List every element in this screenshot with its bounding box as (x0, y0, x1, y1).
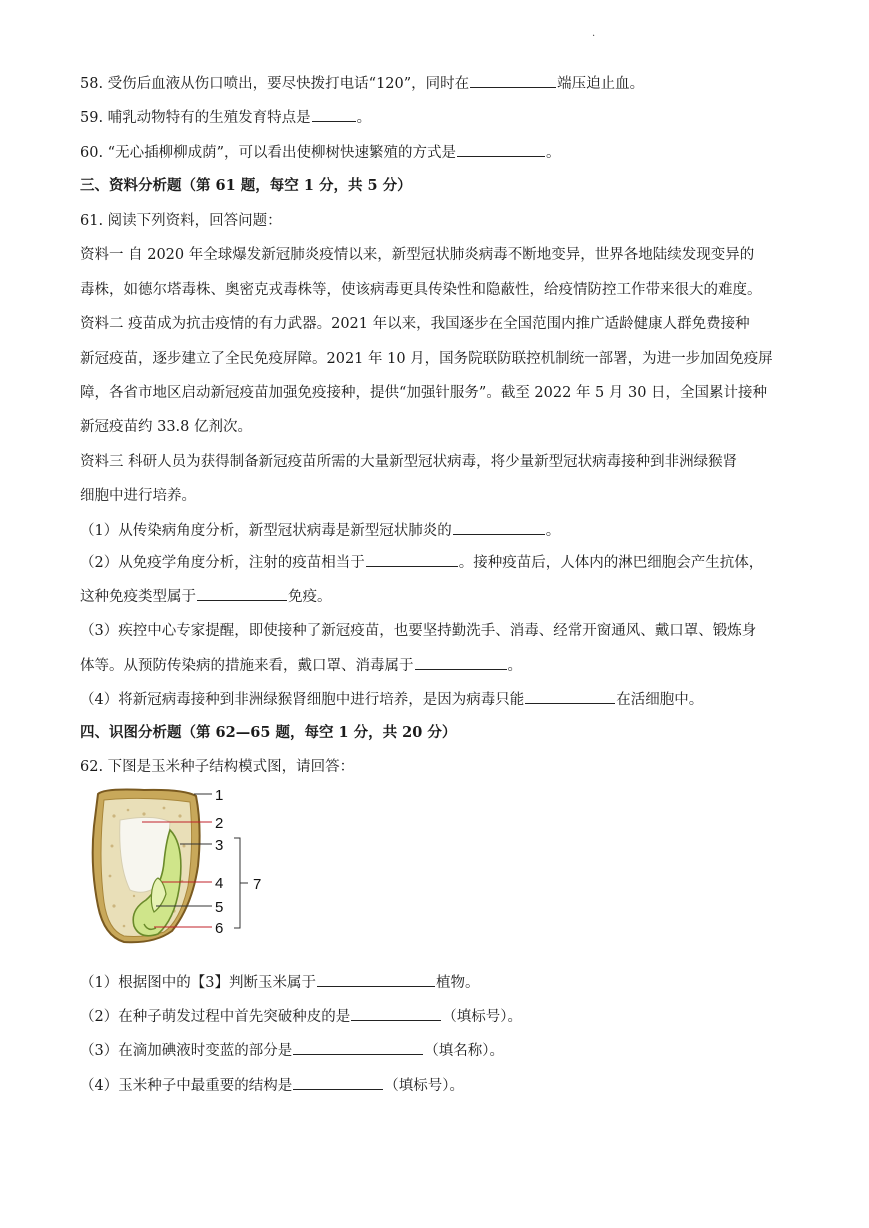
q61-s2-text-b: 。接种疫苗后，人体内的淋巴细胞会产生抗体， (458, 555, 764, 571)
q62-s3-text-b: （填名称）。 (424, 1043, 504, 1059)
q60-text-b: 。 (546, 145, 561, 161)
q58-blank[interactable] (470, 73, 556, 88)
q61-s4-text-b: 在活细胞中。 (616, 692, 704, 708)
q62-sub-1 (80, 972, 479, 993)
q61-s2-blank-1[interactable] (366, 552, 458, 567)
q60-text-a: 60. “无心插柳柳成荫”，可以看出使柳树快速繁殖的方式是 (80, 145, 456, 161)
q58-text-b: 端压迫止血。 (557, 76, 645, 92)
q60-blank[interactable] (457, 142, 545, 157)
q61-material-2-line-1: 资料二 疫苗成为抗击疫情的有力武器。2021 年以来，我国逐步在全国范围内推广适龄健康人群免费接种 (80, 316, 750, 332)
label-7: 7 (253, 876, 262, 893)
q62-s3-text-a: （3）在滴加碘液时变蓝的部分是 (80, 1043, 293, 1059)
q62-s4-text-b: （填标号）。 (384, 1078, 464, 1094)
q59-text-b: 。 (356, 110, 372, 126)
q61-s2-text-d: 免疫。 (288, 589, 332, 605)
question-59 (80, 107, 371, 128)
q62-s4-text-a: （4）玉米种子中最重要的结构是 (80, 1078, 293, 1094)
q61-s3-text-b: 。 (507, 658, 522, 674)
corn-seed-diagram (84, 786, 274, 946)
q61-material-3-line-1: 资料三 科研人员为获得制备新冠疫苗所需的大量新型冠状病毒，将少量新型冠状病毒接种到非洲绿猴肾 (80, 454, 738, 470)
q61-sub-3-line-2 (80, 655, 522, 676)
q62-s2-blank[interactable] (351, 1006, 441, 1021)
q62-sub-3 (80, 1040, 504, 1061)
q61-material-2-line-3: 障，各省市地区启动新冠疫苗加强免疫接种，提供“加强针服务”。截至 2022 年 5 月 30 日，全国累计接种 (80, 385, 768, 401)
q61-sub-4 (80, 689, 703, 710)
q61-s4-text-a: （4）将新冠病毒接种到非洲绿猴肾细胞中进行培养，是因为病毒只能 (80, 692, 525, 708)
q58-text-a: 58. 受伤后血液从伤口喷出，要尽快拨打电话“120”，同时在 (80, 76, 470, 92)
q61-material-2-line-4: 新冠疫苗约 33.8 亿剂次。 (80, 419, 253, 435)
q59-text-a: 59. 哺乳动物特有的生殖发育特点是 (80, 110, 311, 126)
q61-s1-text-b: 。 (545, 523, 561, 539)
q61-s2-blank-2[interactable] (197, 586, 287, 601)
q61-s3-text-a: 体等。从预防传染病的措施来看，戴口罩、消毒属于 (80, 658, 414, 674)
corner-mark: . (592, 28, 596, 39)
label-1: 1 (215, 787, 224, 804)
q61-s2-text-c: 这种免疫类型属于 (80, 589, 196, 605)
q61-s2-text-a: （2）从免疫学角度分析，注射的疫苗相当于 (80, 555, 365, 571)
q61-material-1-line-1: 资料一 自 2020 年全球爆发新冠肺炎疫情以来，新型冠状肺炎病毒不断地变异，世界各地陆续发现变异的 (80, 247, 755, 263)
q62-sub-2 (80, 1006, 522, 1027)
q62-s1-text-b: 植物。 (435, 975, 480, 991)
q61-s1-text-a: （1）从传染病角度分析，新型冠状病毒是新型冠状肺炎的 (80, 523, 452, 539)
section-3-heading: 三、资料分析题（第 61 题，每空 1 分，共 5 分） (80, 177, 412, 194)
q61-material-1-line-2: 毒株，如德尔塔毒株、奥密克戎毒株等，使该病毒更具传染性和隐蔽性，给疫情防控工作带来很大的难度。 (80, 282, 762, 298)
q61-sub-2-cont (80, 586, 332, 607)
q61-sub-3-line-1: （3）疾控中心专家提醒，即使接种了新冠疫苗，也要坚持勤洗手、消毒、经常开窗通风、戴口罩、锻炼身 (80, 623, 757, 639)
q61-sub-1 (80, 520, 560, 541)
label-5: 5 (215, 899, 224, 916)
q61-intro: 61. 阅读下列资料，回答问题： (80, 213, 282, 229)
section-4-heading: 四、识图分析题（第 62—65 题，每空 1 分，共 20 分） (80, 724, 457, 741)
q61-sub-2 (80, 552, 763, 573)
q62-intro: 62. 下图是玉米种子结构模式图，请回答： (80, 759, 355, 775)
q61-s4-blank[interactable] (525, 689, 615, 704)
q62-s2-text-b: （填标号）。 (442, 1009, 522, 1025)
q61-material-3-line-2: 细胞中进行培养。 (80, 488, 196, 504)
label-3: 3 (215, 837, 224, 854)
q61-s1-blank[interactable] (453, 520, 545, 535)
q62-s3-blank[interactable] (293, 1040, 423, 1055)
question-60 (80, 142, 561, 163)
q61-material-2-line-2: 新冠疫苗，逐步建立了全民免疫屏障。2021 年 10 月，国务院联防联控机制统一部署，为进一步加固免疫屏 (80, 351, 773, 367)
label-2: 2 (215, 815, 224, 832)
question-58 (80, 73, 644, 94)
q62-s1-blank[interactable] (317, 972, 435, 987)
q59-blank[interactable] (312, 107, 356, 122)
q62-sub-4 (80, 1075, 464, 1096)
q62-s1-text-a: （1）根据图中的【3】判断玉米属于 (80, 975, 316, 991)
label-4: 4 (215, 875, 224, 892)
q61-s3-blank[interactable] (415, 655, 507, 670)
corn-seed-svg (84, 786, 274, 946)
q62-s2-text-a: （2）在种子萌发过程中首先突破种皮的是 (80, 1009, 351, 1025)
bracket-7 (234, 838, 240, 928)
label-6: 6 (215, 920, 224, 937)
q62-s4-blank[interactable] (293, 1075, 383, 1090)
